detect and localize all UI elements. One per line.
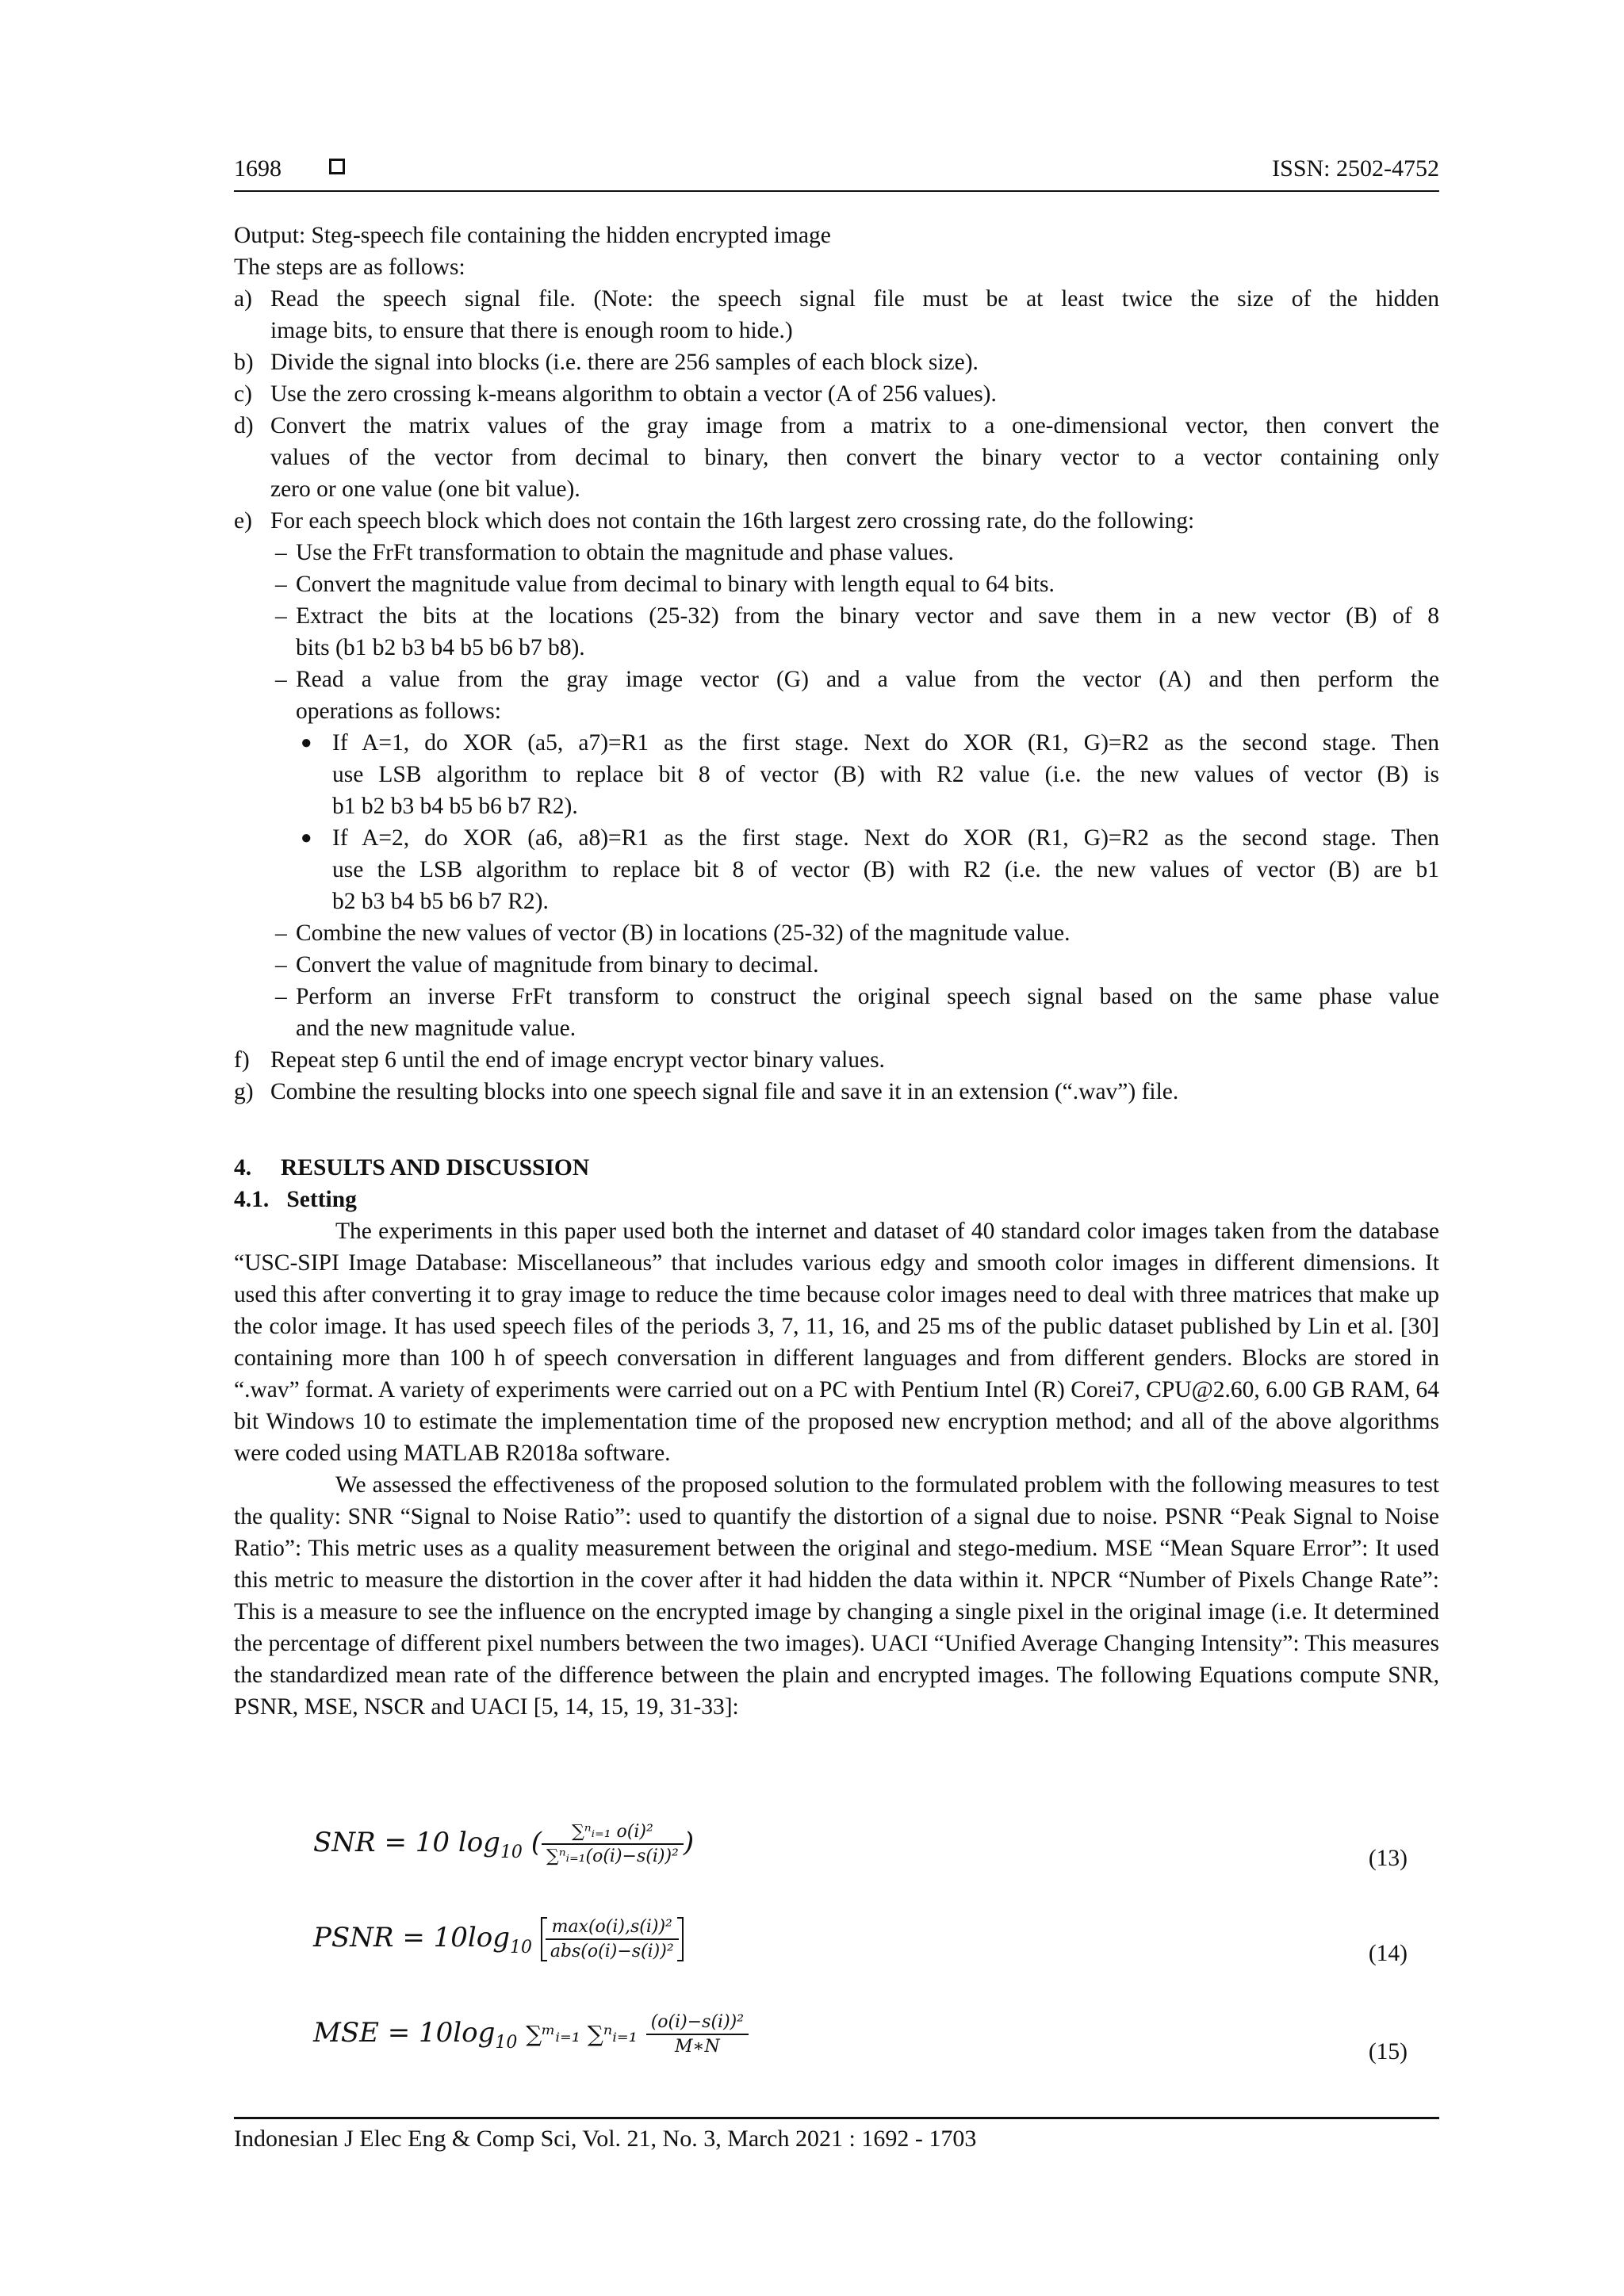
- sub-step: [234, 949, 1439, 981]
- step-text: Repeat step 6 until the end of image encrypt vector binary values.: [270, 1047, 885, 1073]
- bullet-icon: ●: [301, 733, 312, 753]
- denominator: abs(o(i)−s(i))²: [550, 1942, 674, 1961]
- step-text: Divide the signal into blocks (i.e. there are 256 samples of each block size).: [270, 350, 979, 375]
- dash-icon: –: [275, 540, 287, 565]
- sub-step: [234, 568, 1439, 600]
- equation: SNR = 10 $\log_{10}$ ( $\frac{\text{∑ⁿᵢ₌₁ o(i)²}}{\text{∑ⁿᵢ₌₁(o(i)−s(i))²}}$ ): [313, 1822, 695, 1866]
- equation-number: (13): [1368, 1846, 1408, 1871]
- equation-number: (14): [1368, 1941, 1408, 1966]
- sub-step: [234, 600, 1439, 664]
- equation-lhs: PSNR = 10log: [313, 1922, 510, 1954]
- sub-step-text: Extract the bits at the locations (25-32) from the binary vector and save them in a new vector (B) of 8: [296, 603, 1439, 629]
- dash-icon: –: [275, 603, 287, 629]
- sub-step: [234, 664, 1439, 727]
- sub-step-text: bits (b1 b2 b3 b4 b5 b6 b7 b8).: [296, 635, 585, 660]
- step-text: values of the vector from decimal to binary, then convert the binary vector to a vector containing only: [270, 445, 1439, 470]
- bullet-text: If A=1, do XOR (a5, a7)=R1 as the first stage. Next do XOR (R1, G)=R2 as the second stage. Then: [332, 730, 1439, 756]
- sub-step-text: Convert the value of magnitude from binary to decimal.: [296, 952, 819, 978]
- step-text: Read the speech signal file. (Note: the speech signal file must be at least twice the size of the hidden: [270, 286, 1439, 312]
- equation-number: (15): [1368, 2039, 1408, 2064]
- steps-line: The steps are as follows:: [234, 254, 465, 280]
- step-label: b): [234, 350, 254, 375]
- equation: [313, 2012, 749, 2057]
- denominator: ∑ⁿᵢ₌₁(o(i)−s(i))²: [546, 1846, 679, 1866]
- step-d: [234, 410, 1439, 505]
- bullet-item: [234, 822, 1439, 917]
- denominator: M∗N: [675, 2037, 720, 2057]
- equation: [313, 1917, 684, 1961]
- dash-icon: –: [275, 667, 287, 692]
- numerator: max(o(i),s(i))²: [546, 1917, 679, 1940]
- output-line: Output: Steg-speech file containing the hidden encrypted image: [234, 223, 831, 248]
- sub-step: [234, 917, 1439, 949]
- step-b: [234, 346, 1439, 378]
- bracket: [541, 1917, 684, 1961]
- step-text: image bits, to ensure that there is enough room to hide.): [270, 318, 793, 343]
- fraction: [546, 1917, 679, 1961]
- numerator: ∑ⁿᵢ₌₁ o(i)²: [542, 1822, 684, 1845]
- step-label: f): [234, 1047, 250, 1073]
- summations: ∑ᵐᵢ₌₁ ∑ⁿᵢ₌₁: [526, 2021, 638, 2047]
- sub-step-text: operations as follows:: [296, 698, 501, 724]
- main-text: [234, 220, 1439, 1723]
- equation-subscript: 10: [500, 1842, 523, 1862]
- bullet-text: If A=2, do XOR (a6, a8)=R1 as the first stage. Next do XOR (R1, G)=R2 as the second stage. Then: [332, 825, 1439, 851]
- step-a: [234, 283, 1439, 346]
- step-e: [234, 505, 1439, 537]
- sub-step-text: Use the FrFt transformation to obtain the magnitude and phase values.: [296, 540, 954, 565]
- bullet-text: use LSB algorithm to replace bit 8 of vector (B) with R2 value (i.e. the new values of vector (B) is: [332, 762, 1439, 787]
- sub-step-text: Combine the new values of vector (B) in locations (25-32) of the magnitude value.: [296, 920, 1071, 946]
- equation-subscript: 10: [495, 2032, 518, 2053]
- step-c: [234, 378, 1439, 410]
- step-text: For each speech block which does not contain the 16th largest zero crossing rate, do the following:: [270, 508, 1195, 534]
- fraction: [542, 1822, 684, 1866]
- square-bullet-icon: [329, 159, 345, 174]
- issn: ISSN: 2502-4752: [1272, 155, 1439, 182]
- step-g: [234, 1076, 1439, 1108]
- step-label: d): [234, 413, 254, 438]
- fraction: [646, 2012, 749, 2057]
- equation-lhs: SNR = 10 log: [313, 1827, 500, 1858]
- footer-rule: [234, 2117, 1439, 2119]
- step-text: Convert the matrix values of the gray image from a matrix to a one-dimensional vector, then convert the: [270, 413, 1439, 438]
- bullet-item: [234, 727, 1439, 822]
- page-number: 1698: [234, 155, 282, 182]
- sub-step-text: Read a value from the gray image vector (G) and a value from the vector (A) and then perform the: [296, 667, 1439, 692]
- sub-step-text: Convert the magnitude value from decimal to binary with length equal to 64 bits.: [296, 572, 1055, 597]
- sub-step-text: Perform an inverse FrFt transform to construct the original speech signal based on the same phase value: [296, 984, 1439, 1009]
- dash-icon: –: [275, 920, 287, 946]
- header-rule: [234, 190, 1439, 192]
- step-text: zero or one value (one bit value).: [270, 476, 580, 502]
- step-label: a): [234, 286, 252, 312]
- page-footer: [234, 2117, 1439, 2152]
- step-text: Combine the resulting blocks into one speech signal file and save it in an extension (“.wav”) file.: [270, 1079, 1179, 1104]
- dash-icon: –: [275, 572, 287, 597]
- section-heading: 4. RESULTS AND DISCUSSION: [234, 1155, 590, 1181]
- bullet-text: b2 b3 b4 b5 b6 b7 R2).: [332, 889, 549, 914]
- sub-step: [234, 537, 1439, 568]
- dash-icon: –: [275, 984, 287, 1009]
- dash-icon: –: [275, 952, 287, 978]
- bullet-icon: ●: [301, 828, 312, 848]
- sub-step: [234, 981, 1439, 1044]
- equation-lhs: MSE = 10log: [313, 2017, 496, 2049]
- step-label: c): [234, 381, 252, 407]
- step-label: e): [234, 508, 252, 534]
- subsection-heading: 4.1. Setting: [234, 1187, 357, 1212]
- step-label: g): [234, 1079, 254, 1104]
- paragraph: The experiments in this paper used both the internet and dataset of 40 standard color images taken from the database “USC-SIPI Image Database: Miscellaneous” that includes various edgy and smooth color images in different dimensions. It used this after converting it to gray image to reduce the time because color images need to deal with three matrices that make up the color image. It has used speech files of the periods 3, 7, 11, 16, and 25 ms of the public dataset published by Lin et al. [30] containing more than 100 h of speech conversation in different languages and from different genders. Blocks are stored in “.wav” format. A variety of experiments were carried out on a PC with Pentium Intel (R) Corei7, CPU@2.60, 6.00 GB RAM, 64 bit Windows 10 to estimate the implementation time of the proposed new encryption method; and all of the above algorithms were coded using MATLAB R2018a software.: [234, 1219, 1439, 1466]
- page-header: [234, 155, 1439, 190]
- citation: Indonesian J Elec Eng & Comp Sci, Vol. 21, No. 3, March 2021 : 1692 - 1703: [234, 2126, 977, 2152]
- sub-step-text: and the new magnitude value.: [296, 1016, 576, 1041]
- step-f: [234, 1044, 1439, 1076]
- bullet-text: use the LSB algorithm to replace bit 8 of vector (B) with R2 (i.e. the new values of vector (B) are b1: [332, 857, 1439, 882]
- numerator: (o(i)−s(i))²: [646, 2012, 749, 2035]
- step-text: Use the zero crossing k-means algorithm to obtain a vector (A of 256 values).: [270, 381, 997, 407]
- bullet-text: b1 b2 b3 b4 b5 b6 b7 R2).: [332, 794, 578, 819]
- paragraph: We assessed the effectiveness of the proposed solution to the formulated problem with the following measures to test the quality: SNR “Signal to Noise Ratio”: used to quantify the distortion of a signal due to noise. PSNR “Peak Signal to Noise Ratio”: This metric uses as a quality measurement between the original and stego-medium. MSE “Mean Square Error”: It used this metric to measure the distortion in the cover after it had hidden the data within it. NPCR “Number of Pixels Change Rate”: This is a measure to see the influence on the encrypted image by changing a single pixel in the original image (i.e. It determined the percentage of different pixel numbers between the two images). UACI “Unified Average Changing Intensity”: This measures the standardized mean rate of the difference between the plain and encrypted images. The following Equations compute SNR, PSNR, MSE, NSCR and UACI [5, 14, 15, 19, 31-33]:: [234, 1472, 1439, 1720]
- equation-subscript: 10: [510, 1937, 532, 1957]
